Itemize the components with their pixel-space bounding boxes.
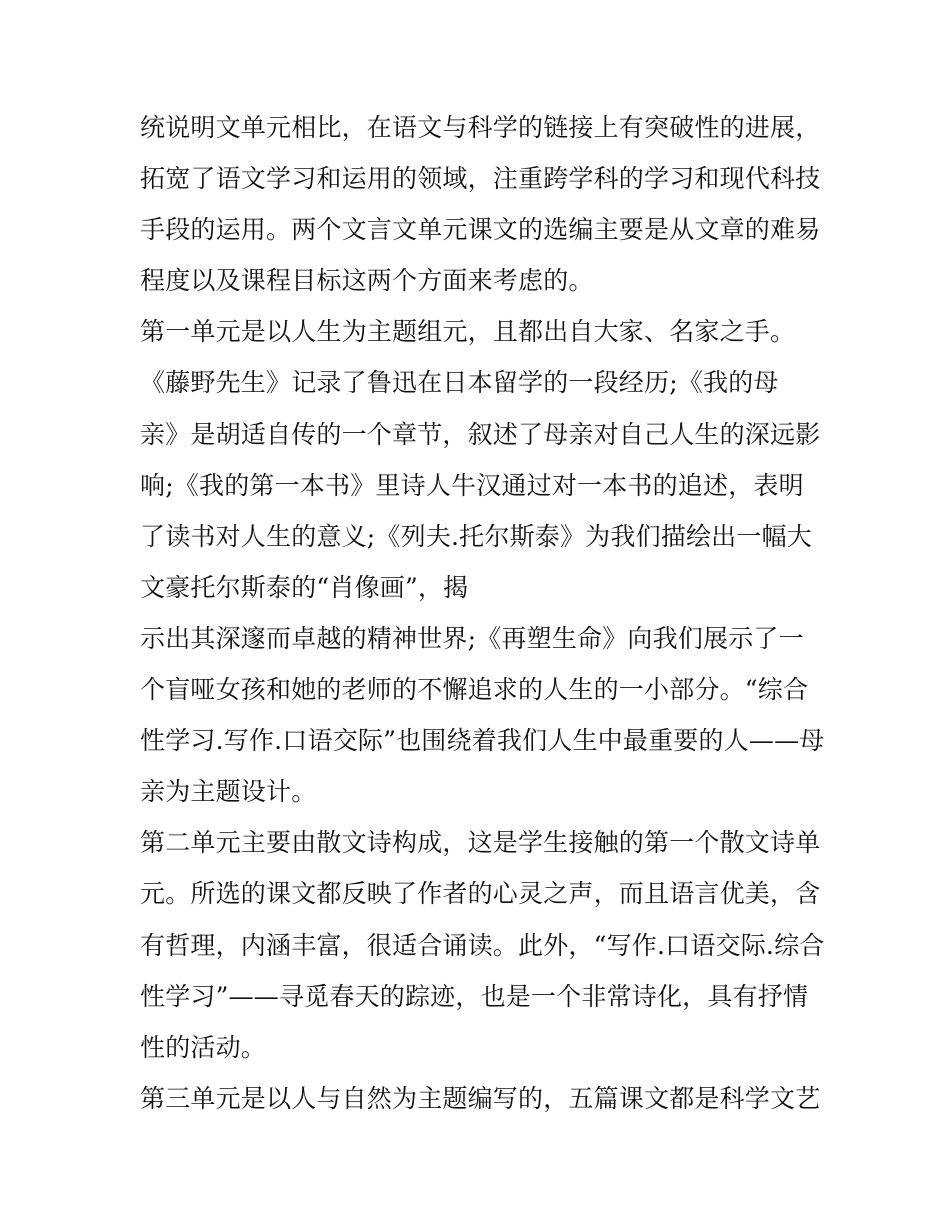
text-line: 《藤野先生》记录了鲁迅在日本留学的一段经历;《我的母 bbox=[140, 368, 779, 398]
text-line: 性的活动。 bbox=[140, 1032, 267, 1062]
text-line: 元。所选的课文都反映了作者的心灵之声，而且语言优美，含 bbox=[140, 879, 821, 909]
document-body bbox=[140, 102, 825, 1124]
text-line: 第三单元是以人与自然为主题编写的，五篇课文都是科学文艺 bbox=[140, 1083, 821, 1113]
text-line: 统说明文单元相比，在语文与科学的链接上有突破性的进展， bbox=[140, 113, 821, 142]
text-line: 了读书对人生的意义;《列夫.托尔斯泰》为我们描绘出一幅大 bbox=[140, 521, 812, 551]
text-line: 个盲哑女孩和她的老师的不懈追求的人生的一小部分。“综合 bbox=[140, 675, 809, 705]
text-line: 性学习.写作.口语交际”也围绕着我们人生中最重要的人——母 bbox=[140, 726, 825, 756]
text-line: 响;《我的第一本书》里诗人牛汉通过对一本书的追述，表明 bbox=[140, 470, 804, 500]
text-line: 程度以及课程目标这两个方面来考虑的。 bbox=[140, 266, 594, 296]
text-line: 亲为主题设计。 bbox=[140, 777, 317, 807]
text-line: 拓宽了语文学习和运用的领域，注重跨学科的学习和现代科技 bbox=[140, 164, 821, 194]
text-line: 手段的运用。两个文言文单元课文的选编主要是从文章的难易 bbox=[140, 215, 821, 245]
text-line: 性学习”——寻觅春天的踪迹，也是一个非常诗化，具有抒情 bbox=[140, 981, 809, 1011]
text-line: 第一单元是以人生为主题组元，且都出自大家、名家之手。 bbox=[140, 317, 796, 347]
text-line: 亲》是胡适自传的一个章节，叙述了母亲对自己人生的深远影 bbox=[140, 419, 821, 449]
text-line: 文豪托尔斯泰的“肖像画”，揭 bbox=[140, 572, 469, 602]
text-line: 第二单元主要由散文诗构成，这是学生接触的第一个散文诗单 bbox=[140, 828, 821, 858]
text-line: 示出其深邃而卓越的精神世界;《再塑生命》向我们展示了一 bbox=[140, 623, 804, 653]
text-line: 有哲理，内涵丰富，很适合诵读。此外，“写作.口语交际.综合 bbox=[140, 930, 825, 960]
